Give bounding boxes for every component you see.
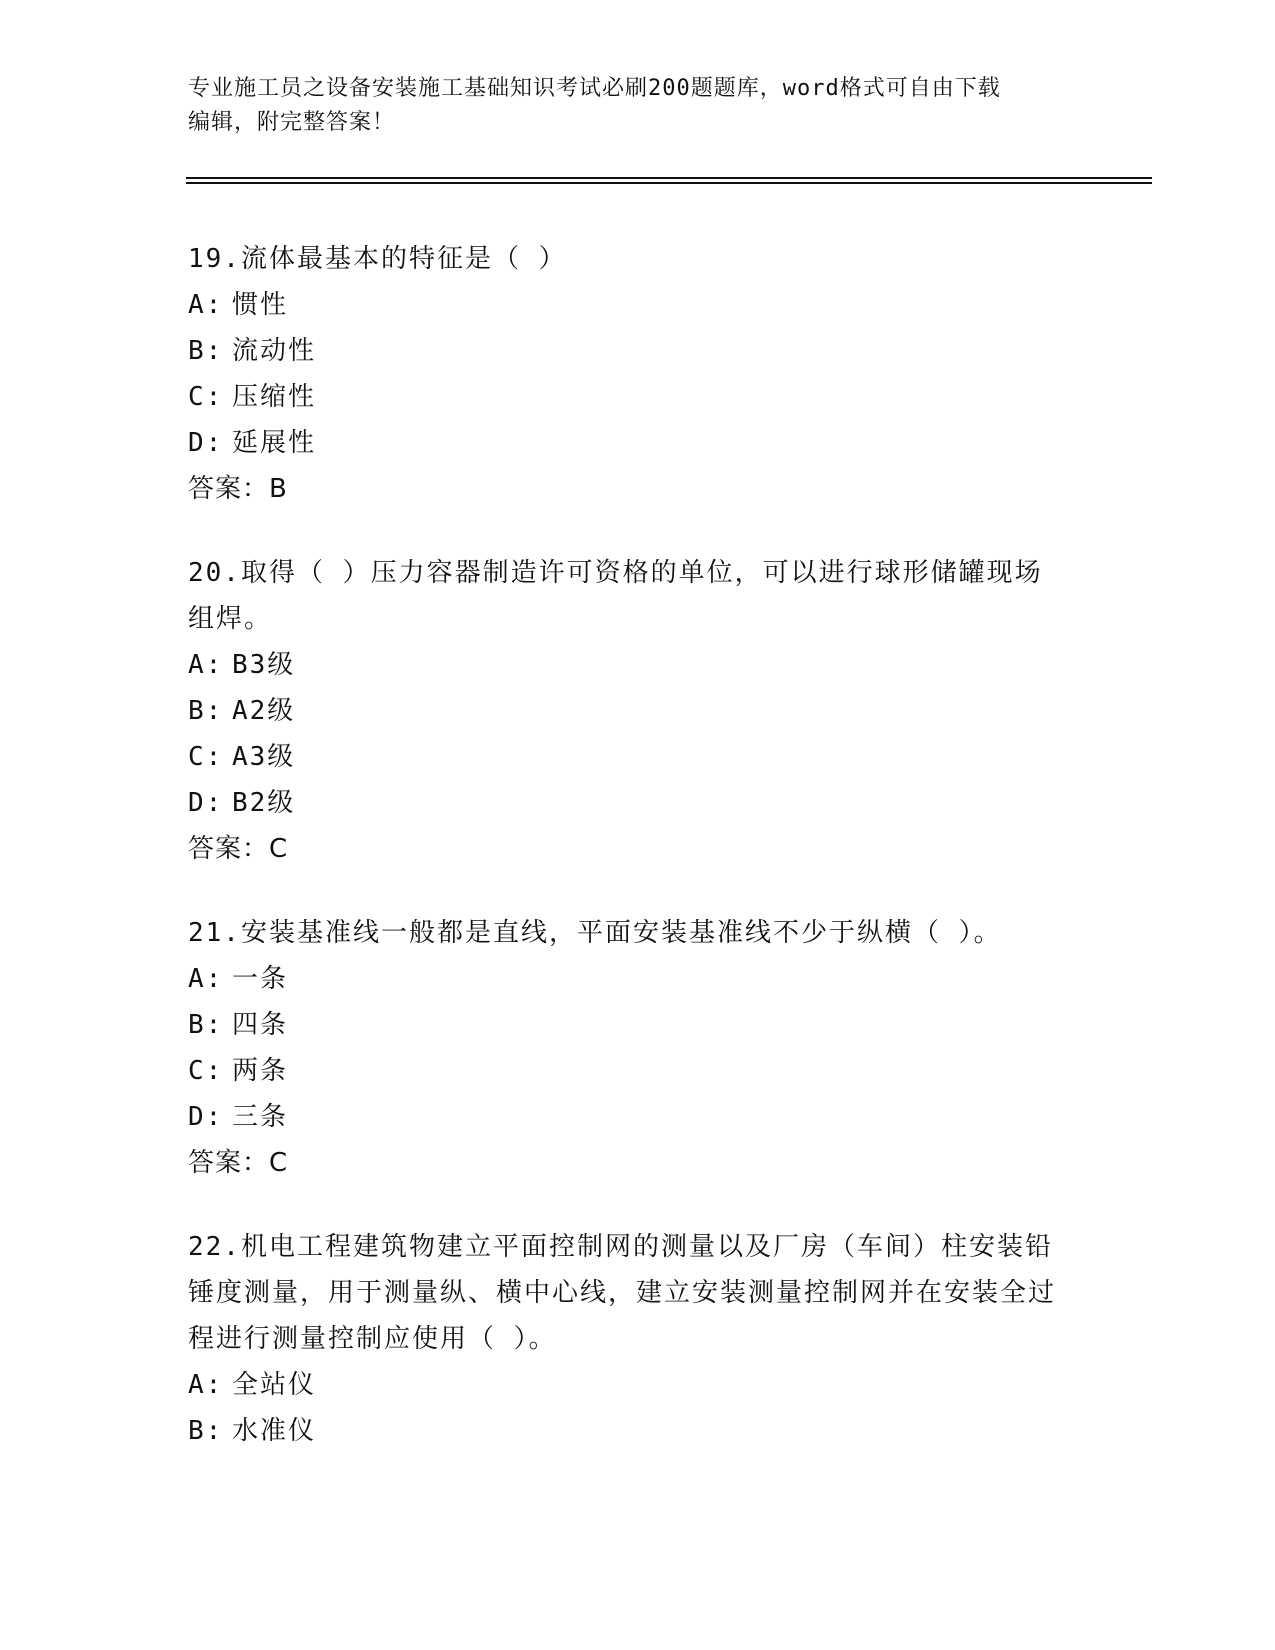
- answer-label: 答案：: [188, 834, 270, 864]
- option-text: 流动性: [232, 336, 317, 366]
- option-key: C:: [188, 742, 224, 772]
- option-text: A3级: [232, 742, 296, 772]
- option-key: C:: [188, 1056, 224, 1086]
- option-b: [188, 1002, 1088, 1048]
- option-key: A:: [188, 290, 224, 320]
- option-text: B2级: [232, 788, 296, 818]
- option-a: [188, 1362, 1088, 1408]
- option-text: 三条: [232, 1102, 289, 1132]
- option-key: D:: [188, 428, 224, 458]
- option-c: [188, 1048, 1088, 1094]
- answer-label: 答案：: [188, 474, 270, 504]
- option-key: B:: [188, 1416, 224, 1446]
- option-c: [188, 734, 1088, 780]
- answer-label: 答案：: [188, 1148, 270, 1178]
- option-b: [188, 1408, 1088, 1454]
- option-text: 压缩性: [232, 382, 317, 412]
- option-a: [188, 956, 1088, 1002]
- answer-value: B: [269, 474, 288, 504]
- question-number: 22.: [188, 1232, 241, 1262]
- question-number: 19.: [188, 244, 241, 274]
- answer-value: C: [269, 834, 289, 864]
- question-stem: [188, 910, 1068, 956]
- option-c: [188, 374, 1088, 420]
- option-key: A:: [188, 650, 224, 680]
- option-text: 惯性: [232, 290, 289, 320]
- question-20: [188, 550, 1088, 872]
- option-d: [188, 1094, 1088, 1140]
- question-list: [188, 236, 1088, 1492]
- header-line-2: 编辑，附完整答案！: [188, 110, 396, 135]
- question-text: 取得（ ）压力容器制造许可资格的单位，可以进行球形储罐现场组焊。: [188, 558, 1043, 634]
- question-text: 机电工程建筑物建立平面控制网的测量以及厂房（车间）柱安装铅锤度测量，用于测量纵、横中心线，建立安装测量控制网并在安装全过程进行测量控制应使用（ ）。: [188, 1232, 1057, 1354]
- question-text: 安装基准线一般都是直线，平面安装基准线不少于纵横（ ）。: [240, 918, 1002, 948]
- option-d: [188, 780, 1088, 826]
- option-text: 四条: [232, 1010, 289, 1040]
- option-a: [188, 282, 1088, 328]
- answer-line: [188, 1140, 1088, 1186]
- question-stem: [188, 550, 1068, 642]
- option-text: A2级: [232, 696, 296, 726]
- option-key: D:: [188, 788, 224, 818]
- option-key: D:: [188, 1102, 224, 1132]
- header-divider-top: [186, 177, 1152, 179]
- question-text: 流体最基本的特征是（ ）: [240, 244, 567, 274]
- option-text: 全站仪: [232, 1370, 317, 1400]
- option-key: B:: [188, 1010, 224, 1040]
- option-text: 水准仪: [232, 1416, 317, 1446]
- header-line-1: 专业施工员之设备安装施工基础知识考试必刷200题题库，word格式可自由下载: [188, 76, 1001, 101]
- document-header: [188, 72, 1068, 140]
- option-key: A:: [188, 1370, 224, 1400]
- option-b: [188, 688, 1088, 734]
- question-21: [188, 910, 1088, 1186]
- option-text: 一条: [232, 964, 289, 994]
- option-a: [188, 642, 1088, 688]
- option-key: A:: [188, 964, 224, 994]
- option-text: B3级: [232, 650, 296, 680]
- option-d: [188, 420, 1088, 466]
- option-key: B:: [188, 336, 224, 366]
- question-stem: [188, 1224, 1068, 1362]
- answer-line: [188, 826, 1088, 872]
- answer-value: C: [269, 1148, 289, 1178]
- option-b: [188, 328, 1088, 374]
- option-key: C:: [188, 382, 224, 412]
- option-key: B:: [188, 696, 224, 726]
- question-number: 20.: [188, 558, 241, 588]
- answer-line: [188, 466, 1088, 512]
- question-number: 21.: [188, 918, 241, 948]
- question-stem: [188, 236, 1068, 282]
- option-text: 延展性: [232, 428, 317, 458]
- header-divider-bottom: [186, 182, 1152, 184]
- question-22: [188, 1224, 1088, 1454]
- question-19: [188, 236, 1088, 512]
- option-text: 两条: [232, 1056, 289, 1086]
